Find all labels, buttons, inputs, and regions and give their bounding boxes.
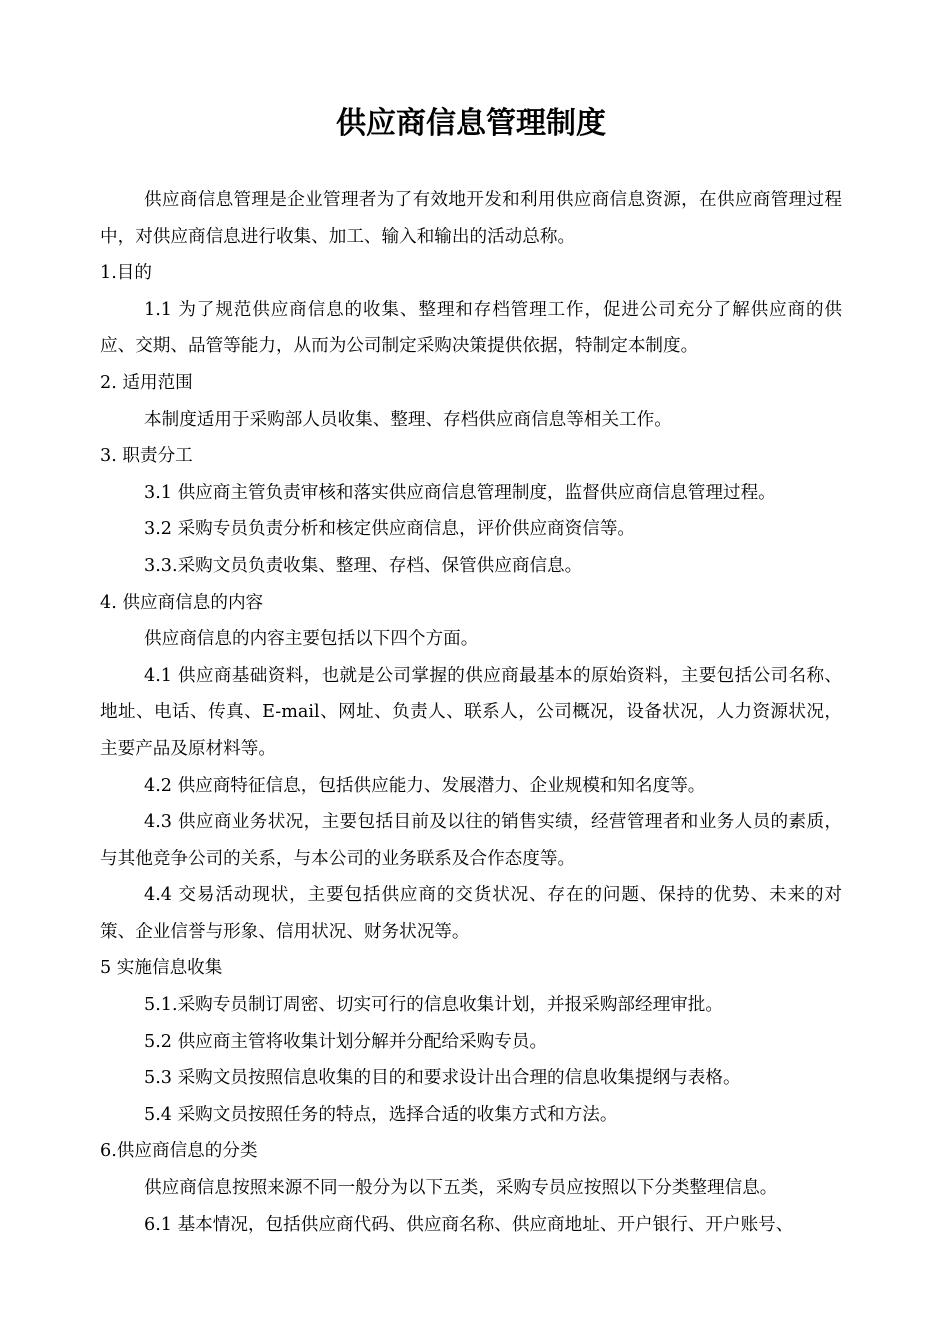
section-heading: 2. 适用范围 bbox=[100, 372, 193, 393]
paragraph: 6.1 基本情况，包括供应商代码、供应商名称、供应商地址、开户银行、开户账号、 bbox=[144, 1214, 794, 1235]
paragraph: 5.4 采购文员按照任务的特点，选择合适的收集方式和方法。 bbox=[144, 1104, 618, 1125]
paragraph: 本制度适用于采购部人员收集、整理、存档供应商信息等相关工作。 bbox=[144, 409, 672, 430]
document-body bbox=[100, 182, 842, 1243]
paragraph: 4.3 供应商业务状况，主要包括目前及以往的销售实绩，经营管理者和业务人员的素质，与其他竞争公司的关系，与本公司的业务联系及合作态度等。 bbox=[100, 812, 842, 869]
section-heading: 1.目的 bbox=[100, 263, 152, 284]
paragraph: 5.2 供应商主管将收集计划分解并分配给采购专员。 bbox=[144, 1031, 548, 1052]
paragraph: 供应商信息的内容主要包括以下四个方面。 bbox=[144, 629, 479, 650]
section-heading: 5 实施信息收集 bbox=[100, 958, 223, 979]
section-heading: 6.供应商信息的分类 bbox=[100, 1141, 258, 1162]
paragraph: 供应商信息管理是企业管理者为了有效地开发和利用供应商信息资源，在供应商管理过程中，对供应商信息进行收集、加工、输入和输出的活动总称。 bbox=[100, 190, 842, 247]
paragraph: 5.1.采购专员制订周密、切实可行的信息收集计划，并报采购部经理审批。 bbox=[144, 995, 723, 1016]
paragraph: 1.1 为了规范供应商信息的收集、整理和存档管理工作，促进公司充分了解供应商的供应、交期、品管等能力，从而为公司制定采购决策提供依据，特制定本制度。 bbox=[100, 299, 842, 357]
paragraph: 3.1 供应商主管负责审核和落实供应商信息管理制度，监督供应商信息管理过程。 bbox=[144, 482, 776, 503]
paragraph: 3.3.采购文员负责收集、整理、存档、保管供应商信息。 bbox=[144, 555, 583, 576]
paragraph: 3.2 采购专员负责分析和核定供应商信息，评价供应商资信等。 bbox=[144, 519, 636, 540]
section-heading: 3. 职责分工 bbox=[100, 446, 193, 467]
paragraph: 4.2 供应商特征信息，包括供应能力、发展潜力、企业规模和知名度等。 bbox=[144, 775, 706, 796]
paragraph: 4.4 交易活动现状，主要包括供应商的交货状况、存在的问题、保持的优势、未来的对策、企业信誉与形象、信用状况、财务状况等。 bbox=[100, 885, 842, 942]
paragraph: 供应商信息按照来源不同一般分为以下五类，采购专员应按照以下分类整理信息。 bbox=[144, 1178, 778, 1199]
section-heading: 4. 供应商信息的内容 bbox=[100, 592, 264, 613]
document-title: 供应商信息管理制度 bbox=[336, 106, 606, 141]
paragraph: 5.3 采购文员按照信息收集的目的和要求设计出合理的信息收集提纲与表格。 bbox=[144, 1068, 741, 1089]
paragraph: 4.1 供应商基础资料，也就是公司掌握的供应商最基本的原始资料，主要包括公司名称、地址、电话、传真、E-mail、网址、负责人、联系人，公司概况，设备状况，人力资源状况，主要产品及原材料等。 bbox=[100, 665, 842, 759]
